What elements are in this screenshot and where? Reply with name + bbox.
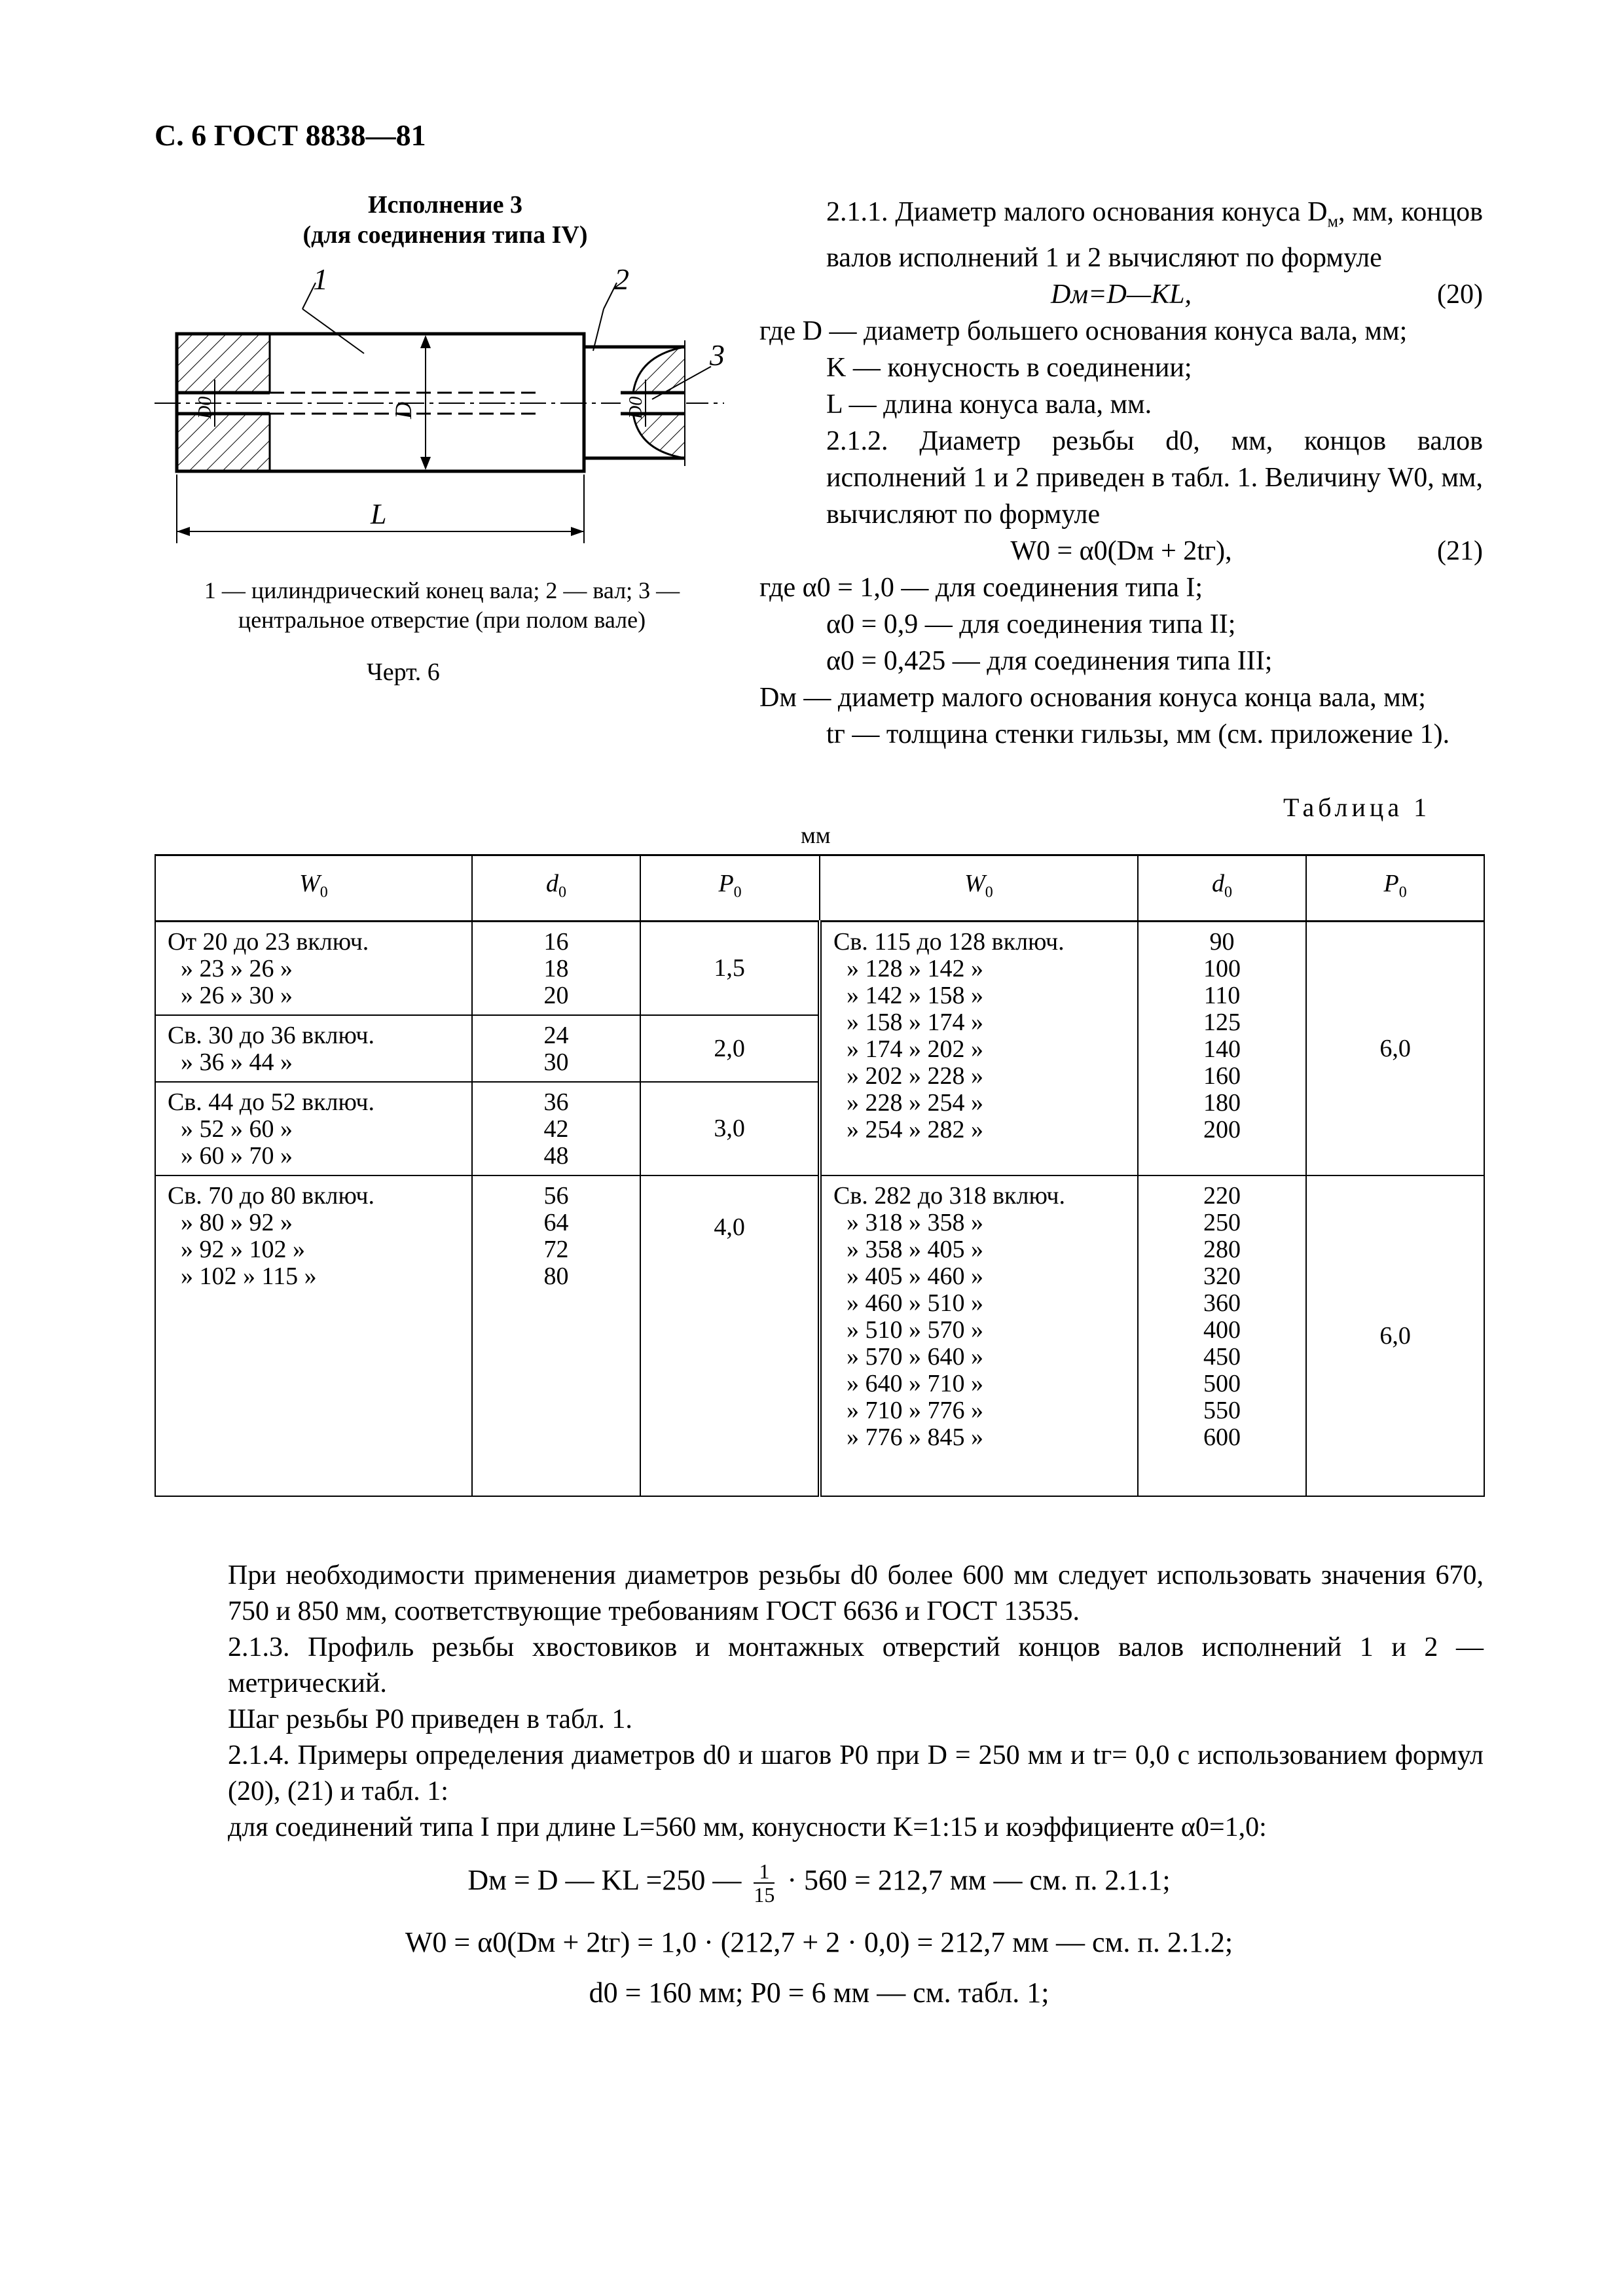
p0-value: 1,5 — [640, 922, 820, 1016]
para-2-1-1 — [759, 194, 1483, 276]
callout-2: 2 — [614, 262, 629, 296]
w-range: » 405 » 460 » — [846, 1263, 983, 1290]
w-range: Св. 70 до 80 включ. — [168, 1182, 375, 1210]
w-range: » 460 » 510 » — [846, 1289, 983, 1317]
w-range-cell — [155, 1175, 472, 1496]
w-range: » 52 » 60 » — [181, 1115, 293, 1143]
equation-2: W0 = α0(Dм + 2tг) = 1,0 · (212,7 + 2 · 0,0) = 212,7 мм — см. п. 2.1.2; — [405, 1926, 1233, 1958]
w-range: » 174 » 202 » — [846, 1035, 983, 1063]
callout-3: 3 — [710, 338, 725, 372]
w-range: Св. 30 до 36 включ. — [168, 1022, 375, 1049]
page-header: С. 6 ГОСТ 8838—81 — [155, 118, 426, 152]
w-range: » 23 » 26 » — [181, 955, 293, 982]
d0-cell — [1138, 1175, 1306, 1496]
d0-value: 400 — [1203, 1316, 1241, 1344]
para-2-1-3: 2.1.3. Профиль резьбы хвостовиков и монтажных отверстий концов валов исполнений 1 и 2 — метрический. — [228, 1632, 1484, 1698]
d0-value: 250 — [1203, 1209, 1241, 1236]
dim-label-L: L — [371, 498, 387, 530]
figure-title-line2: (для соединения типа IV) — [302, 221, 588, 249]
header-p0-right: $P_0$ — [1306, 855, 1484, 922]
d0-value: 140 — [1203, 1035, 1241, 1063]
table-row — [155, 922, 1484, 1016]
eq1-left: Dм = D — KL =250 — — [467, 1864, 742, 1897]
equation-1 — [155, 1860, 1484, 1906]
para-large-diameters: При необходимости применения диаметров резьбы d0 более 600 мм следует использовать значения 670, 750 и 850 мм, соответствующие требованиям ГОСТ 6636 и ГОСТ 13535. — [228, 1560, 1484, 1626]
w-range: » 36 » 44 » — [181, 1049, 293, 1076]
d0-value: 36 — [543, 1088, 569, 1116]
equation-3: d0 = 160 мм; P0 = 6 мм — см. табл. 1; — [589, 1977, 1049, 2009]
d0-value: 450 — [1203, 1343, 1241, 1371]
para-2-1-1-a: 2.1.1. Диаметр малого основания конуса D — [826, 197, 1328, 227]
where-K: K — конусность в соединении; — [826, 353, 1192, 384]
d0-value: 160 — [1203, 1062, 1241, 1090]
d0-value: 125 — [1203, 1009, 1241, 1036]
d0-value: 280 — [1203, 1236, 1241, 1263]
d0-cell — [472, 1082, 640, 1175]
table-header-row — [155, 855, 1484, 922]
bottom-text — [155, 1558, 1484, 2011]
w-range: » 358 » 405 » — [846, 1236, 983, 1263]
w-range: » 92 » 102 » — [181, 1236, 305, 1263]
eq1-numerator: 1 — [754, 1860, 775, 1884]
eq1-denominator: 15 — [754, 1883, 775, 1907]
d0-value: 600 — [1203, 1424, 1241, 1451]
w-range: » 510 » 570 » — [846, 1316, 983, 1344]
w-range: » 570 » 640 » — [846, 1343, 983, 1371]
d0-cell — [472, 1015, 640, 1082]
d0-value: 20 — [543, 982, 569, 1009]
para-2-1-2: 2.1.2. Диаметр резьбы d0, мм, концов валов исполнений 1 и 2 приведен в табл. 1. Величину W0, мм, вычисляют по формуле — [826, 426, 1483, 530]
w-range: » 228 » 254 » — [846, 1089, 983, 1117]
w-range-cell — [155, 1082, 472, 1175]
d0-value: 72 — [543, 1236, 569, 1263]
para-thread-step: Шаг резьбы P0 приведен в табл. 1. — [228, 1704, 632, 1734]
p0-value: 2,0 — [640, 1015, 820, 1082]
d0-value: 320 — [1203, 1263, 1241, 1290]
p0-value: 4,0 — [640, 1175, 820, 1496]
d0-value: 550 — [1203, 1397, 1241, 1424]
formula-20-row — [759, 276, 1483, 313]
w-range: » 254 » 282 » — [846, 1116, 983, 1143]
dim-label-D0-right: D0 — [626, 396, 646, 419]
w-range: » 710 » 776 » — [846, 1397, 983, 1424]
shaft-drawing — [148, 262, 737, 563]
alpha-type-2: α0 = 0,9 — для соединения типа II; — [826, 609, 1236, 640]
eq1-right: · 560 = 212,7 мм — см. п. 2.1.1; — [787, 1864, 1171, 1897]
w-range: » 26 » 30 » — [181, 982, 293, 1009]
eq1-fraction — [754, 1860, 775, 1906]
example-intro: для соединений типа I при длине L=560 мм, конусности K=1:15 и коэффициенте α0=1,0: — [228, 1812, 1267, 1842]
table-1 — [155, 854, 1485, 1497]
d0-cell — [472, 1175, 640, 1496]
alpha-type-1: где α0 = 1,0 — для соединения типа I; — [759, 573, 1203, 603]
where-D: где D — диаметр большего основания конуса вала, мм; — [759, 316, 1408, 347]
d0-value: 56 — [543, 1182, 569, 1210]
figure-caption: 1 — цилиндрический конец вала; 2 — вал; 3 — центральное отверстие (при полом вале) — [204, 577, 680, 633]
w-range: » 60 » 70 » — [181, 1142, 293, 1170]
dim-label-D: D — [390, 402, 416, 419]
tg-definition: tг — толщина стенки гильзы, мм (см. приложение 1). — [826, 719, 1450, 750]
table-label: Таблица 1 — [1283, 793, 1431, 822]
d0-value: 30 — [543, 1049, 569, 1076]
formula-20-number: (20) — [1437, 279, 1483, 310]
where-L: L — длина конуса вала, мм. — [826, 389, 1152, 420]
w-range: » 102 » 115 » — [181, 1263, 317, 1290]
d0-value: 42 — [543, 1115, 569, 1143]
p0-value: 3,0 — [640, 1082, 820, 1175]
formula-21-row — [759, 533, 1483, 569]
w-range: Св. 44 до 52 включ. — [168, 1088, 375, 1116]
para-2-1-1-sub: м — [1327, 211, 1338, 231]
w-range: Св. 282 до 318 включ. — [833, 1182, 1066, 1210]
w-range: » 142 » 158 » — [846, 982, 983, 1009]
d0-value: 24 — [543, 1022, 569, 1049]
w-range: Св. 115 до 128 включ. — [833, 928, 1065, 956]
w-range: » 202 » 228 » — [846, 1062, 983, 1090]
d0-value: 500 — [1203, 1370, 1241, 1397]
d0-value: 90 — [1209, 928, 1235, 956]
w-range: » 776 » 845 » — [846, 1424, 983, 1451]
d0-value: 48 — [543, 1142, 569, 1170]
figure-title — [262, 190, 629, 250]
p0-value: 6,0 — [1306, 922, 1484, 1176]
para-2-1-4: 2.1.4. Примеры определения диаметров d0 и шагов P0 при D = 250 мм и tг= 0,0 с использованием формул (20), (21) и табл. 1: — [228, 1740, 1484, 1806]
formula-20: Dм=D—KL, — [1050, 279, 1192, 310]
p0-value: 6,0 — [1306, 1175, 1484, 1496]
figure-number: Черт. 6 — [367, 658, 440, 686]
w-range: » 318 » 358 » — [846, 1209, 983, 1236]
d0-value: 100 — [1203, 955, 1241, 982]
w-range: » 640 » 710 » — [846, 1370, 983, 1397]
callout-1: 1 — [313, 262, 328, 296]
dm-definition: Dм — диаметр малого основания конуса конца вала, мм; — [759, 683, 1426, 713]
d0-value: 64 — [543, 1209, 569, 1236]
d0-value: 180 — [1203, 1089, 1241, 1117]
d0-value: 200 — [1203, 1116, 1241, 1143]
figure-title-line1: Исполнение 3 — [367, 191, 523, 219]
formula-21: W0 = α0(Dм + 2tг), — [1010, 536, 1232, 567]
w-range-cell — [820, 922, 1138, 1176]
d0-cell — [472, 922, 640, 1016]
w-range-cell — [820, 1175, 1138, 1496]
header-w0-right: $W_0$ — [820, 855, 1138, 922]
w-range: » 80 » 92 » — [181, 1209, 293, 1236]
w-range-cell — [155, 922, 472, 1016]
para-2-1-1-b: , мм, концов валов исполнений 1 и 2 вычисляют по формуле — [826, 197, 1484, 274]
d0-value: 360 — [1203, 1289, 1241, 1317]
alpha-type-3: α0 = 0,425 — для соединения типа III; — [826, 646, 1273, 677]
header-d0-left: $d_0$ — [472, 855, 640, 922]
right-column-text — [759, 194, 1483, 753]
header-p0-left: $P_0$ — [640, 855, 820, 922]
w-range-cell — [155, 1015, 472, 1082]
d0-value: 16 — [543, 928, 569, 956]
d0-value: 110 — [1203, 982, 1241, 1009]
table-unit: мм — [801, 822, 831, 848]
formula-21-number: (21) — [1437, 536, 1483, 567]
d0-cell — [1138, 922, 1306, 1176]
w-range: » 128 » 142 » — [846, 955, 983, 982]
w-range: » 158 » 174 » — [846, 1009, 983, 1036]
d0-value: 220 — [1203, 1182, 1241, 1210]
dim-label-D0-left: D0 — [195, 396, 215, 419]
d0-value: 80 — [543, 1263, 569, 1290]
w-range: От 20 до 23 включ. — [168, 928, 369, 956]
d0-value: 18 — [543, 955, 569, 982]
table-row — [155, 1175, 1484, 1496]
header-d0-right: $d_0$ — [1138, 855, 1306, 922]
header-w0-left: $W_0$ — [155, 855, 472, 922]
